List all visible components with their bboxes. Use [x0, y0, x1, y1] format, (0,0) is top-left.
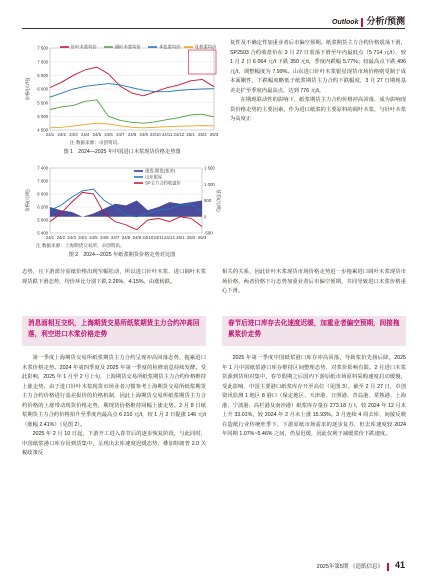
y-tick-label: 7 500	[37, 45, 48, 51]
y-axis-label: 价格/(元/吨)	[25, 77, 30, 101]
x-tick-label: 24/8	[127, 132, 137, 137]
x-tick-label: 25/1	[176, 235, 185, 240]
x-tick-label: 25/2	[186, 235, 196, 240]
x-tick-label: 24/12	[164, 235, 175, 240]
x-tick-label: 24/5	[89, 235, 98, 240]
legend-label: SP主力合约收盘价	[145, 180, 181, 186]
x-tick-label: 24/7	[110, 235, 120, 240]
x-tick-label: 24/4	[78, 235, 87, 240]
x-tick-label: 24/5	[92, 132, 102, 137]
series-line-1	[50, 100, 214, 123]
y-tick-label: 6 200	[37, 204, 48, 210]
x-tick-label: 25/3	[197, 235, 207, 240]
y-tick-label: 4 500	[37, 127, 48, 133]
x-tick-label: 24/2	[56, 235, 66, 240]
left-column-continuation: 态势，且下游部分原纸价格出现窄幅松动，所以进口针叶木浆、进口阔叶木浆现货跌下滑态势，均价环比分别下跌 2.26%、4.15%，由涨转跌。	[22, 269, 206, 285]
x-tick-label: 24/6	[104, 132, 113, 137]
y-tick-label: 6 000	[37, 86, 48, 92]
paragraph: 第一季度上海期货交易所纸浆期货主力合约呈现冲高回落态势，拖累进口木浆价格走势。2024 年第四季度及 2025 年第一季度的检修消息持续发酵。受此影响，2025 年 1 月至 2 月上旬，上海期货交易所纸浆期货主力合约价格维持上涨走势。由于进口针叶木浆现货市场业者习惯参考上海期货交易所纸浆期货主力合约价格进行基差报价的价格机制，因此上海期货交易所纸浆期货主力合约价格的上涨带动现货价格走势，期现货价格维持同幅上涨走势。2 月 8 日纸浆期货主力合约价格拍升至季度内最高点 6 210 元/t，较 1 月 2 日提涨 146 元/t（涨幅 2.41%）（见图 2）。	[22, 355, 206, 428]
x-tick-label: 24/3	[69, 132, 78, 137]
series-line-3	[50, 123, 214, 128]
figure1-caption: 图 1 2024—2025 年中国进口木浆现货价格走势图	[63, 149, 181, 155]
page-footer	[317, 560, 405, 571]
x-tick-label: 24/9	[132, 235, 142, 240]
y2-tick-label: 1 500	[204, 165, 215, 171]
x-tick-label: 25/2	[198, 132, 207, 137]
right-column-continuation: 相关的关系，因此针叶木浆现货市场价格走势进一步拖累进口阔叶木浆现货市场价格，两者价格下行态势加重业者后市偏空预期，共同导致进口木浆价格重心下滑。	[222, 269, 406, 294]
header-divider	[361, 18, 363, 27]
legend-label: 山东银星	[145, 174, 163, 180]
x-tick-label: 24/12	[173, 132, 185, 137]
figure1-chart	[24, 40, 220, 140]
y-tick-label: 7 000	[37, 178, 48, 184]
legend-label: 化机浆均价	[195, 44, 217, 50]
brand-logo: Outlook	[332, 19, 359, 26]
y-tick-label: 5 800	[37, 217, 48, 223]
section-title: 分析/预测	[366, 16, 405, 26]
x-tick-label: 24/10	[150, 132, 161, 137]
y2-tick-label: 0	[204, 214, 207, 220]
x-tick-label: 25/3	[209, 132, 219, 137]
legend-label: 阔叶木浆均价	[115, 44, 141, 50]
x-tick-label: 24/4	[80, 132, 90, 137]
series-line-2	[50, 84, 214, 98]
journal-name: 《造纸信息》	[349, 564, 383, 571]
paragraph: 在期现联动性的影响下，纸浆期货主力合约价格冲高回落，成为影响现货价格走势的主要因素。作为进口纸浆的主要原料的阔叶木浆，与针叶木浆为高度正	[230, 97, 406, 122]
x-tick-label: 24/10	[142, 235, 154, 240]
footer-divider	[387, 563, 389, 571]
right-column-body	[222, 354, 406, 440]
highlight-region	[189, 50, 216, 74]
paragraph: 2025 年 2 月 10 日起，下游开工进入春节后的逐步恢复阶段，与此同时，中国纸浆港口库存因到货集中，呈现出去库速度迟缓态势，叠加特朗普 2.0 关税政策反	[22, 431, 206, 456]
y-tick-label: 6 500	[37, 72, 48, 78]
y-tick-label: 7 400	[37, 165, 48, 171]
left-column-body	[22, 354, 206, 459]
paragraph: 复性及不确定性加重业者后市偏空预期。纸浆期货主力合约价格震荡下滑，SP2503 合约收盘价在 3 月 27 日震荡下滑至年内最低点（5 714 元/t），较 1 月 2 日 6 064 元/t 下跌 350 元/t，季度内跌幅 5.77%；较最高点下跌 496 元/t，调整幅度为 7.99%。山东进口针叶木浆银星现货市场价格则受制于成本面剛性，下跌幅度略低于纸浆期货主力合约下跌幅度，3 月 27 日期现基差走扩至季度内最高点，达到 776 元/t。	[230, 40, 406, 94]
legend-label: 针叶木浆均价	[71, 44, 97, 50]
x-tick-label: 24/6	[100, 235, 109, 240]
highlight-box-futures: 消息面相互交织，上海期货交易所纸浆期货主力合约冲高回落，利空进口木浆价格走势	[22, 316, 206, 346]
x-tick-label: 24/8	[121, 235, 131, 240]
page-header	[332, 14, 405, 27]
highlight-box-inventory: 春节后进口库存去化速度迟缓，加重业者偏空预期，间接拖累浆价走势	[222, 316, 406, 346]
legend-label: 现货-期货(基差)	[145, 168, 176, 174]
figure2-caption: 图 2 2024—2025 年纸浆期货价格走势对比图	[68, 252, 176, 258]
plot-frame	[50, 168, 202, 233]
y-tick-label: 5 000	[37, 113, 48, 119]
figure1-source: 注 数据来源：卓创资讯。	[70, 140, 122, 145]
page-number: 41	[394, 560, 405, 571]
x-tick-label: 24/2	[57, 132, 66, 137]
x-tick-label: 24/11	[153, 235, 164, 240]
figure2-source: 注 数据来源：上海期货交易所、卓创资讯。	[36, 243, 125, 248]
paragraph: 2025 年第一季度中国纸浆港口库存冲高回落，导致浆价先扬后降。2025 年 1 月中国纸浆港口库存维持区间整理态势，对浆价影响有限。2 月进口木浆货源到货相对集中，春节假期之后国内下游原纸市场原料采购速度启动缓慢，受此影响，中国主要港口纸浆库存开至高位（见图 3）。截至 2 月 27 日，卓创资讯监测 1 地区 8 港口（保定地区、天津港、日照港、青岛港、常熟港、上海港、宁波港、高栏港及南沙港）纸浆库存量在 273.18 万 t，较 2024 年 12 月末上升 33.01%，较 2024 年 2 月末上涨 15.93%。3 月连续 4 周去库，间接反映在造纸行业传统旺季下，下游原纸市场需求的逐步复苏，但去库速度较 2024 年同期 1.07%~5.46% 之间，仍显迟缓，因此仅利于减缓浆价下跌速度。	[222, 355, 406, 437]
header-rule	[22, 28, 405, 29]
y-tick-label: 6 600	[37, 191, 48, 197]
x-tick-label: 24/1	[45, 132, 55, 137]
x-tick-label: 24/7	[116, 132, 125, 137]
issue-label: 2025年第5期	[316, 564, 349, 571]
y2-axis-label: 基差/(元/吨)	[216, 189, 221, 212]
series-line-0	[50, 67, 214, 96]
x-tick-label: 24/1	[45, 235, 55, 240]
y-tick-label: 5 500	[37, 100, 48, 106]
y2-tick-label: 500	[204, 198, 212, 204]
series-area-basis	[50, 201, 202, 217]
legend-label: 本色浆均价	[159, 44, 181, 50]
x-tick-label: 24/11	[161, 132, 173, 137]
figure2-chart	[24, 160, 220, 243]
x-tick-label: 24/3	[67, 235, 76, 240]
x-tick-label: 24/9	[139, 132, 148, 137]
y2-tick-label: 1 000	[204, 181, 215, 187]
y-tick-label: 5 400	[37, 230, 48, 236]
right-column-top	[230, 39, 406, 125]
x-tick-label: 25/1	[186, 132, 195, 137]
y-tick-label: 7 000	[37, 59, 48, 65]
y2-tick-label: -500	[204, 230, 213, 236]
y-axis-label: 价格/(元/吨)	[25, 189, 30, 212]
